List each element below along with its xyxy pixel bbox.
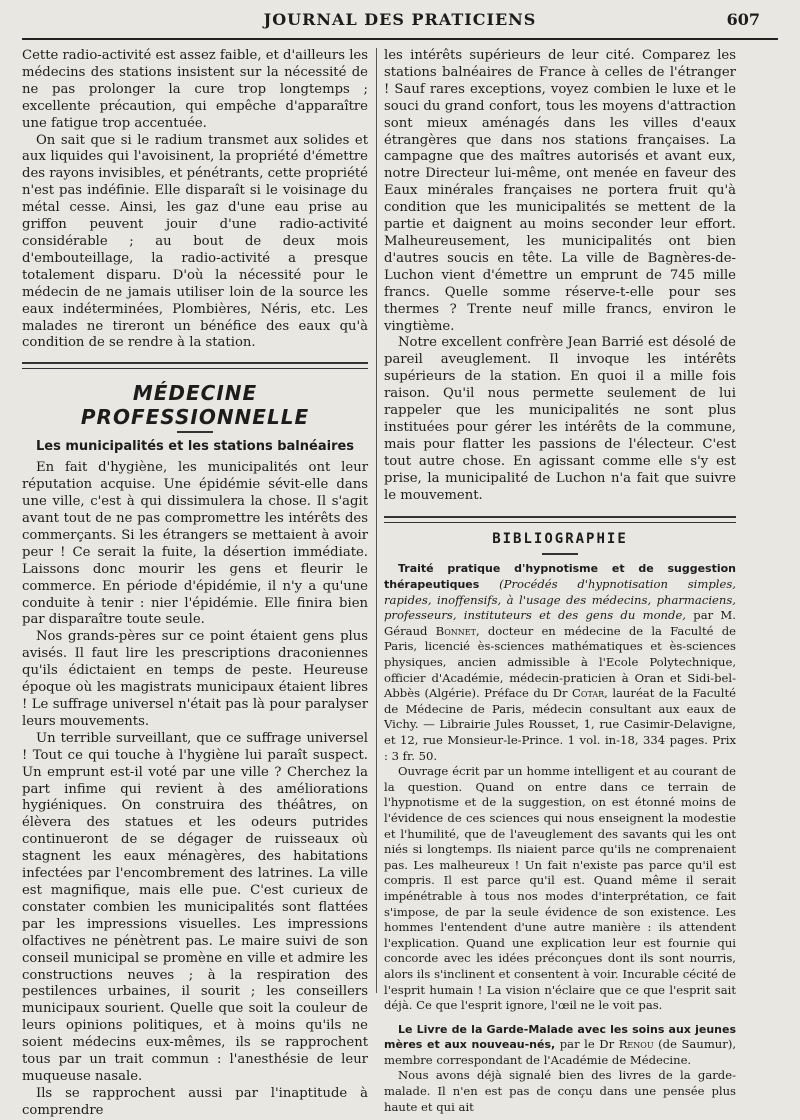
book-details: , docteur en médecine de la Faculté de Paris, licencié ès-sciences mathématiques et ès-sciences physiques, ancien admissible à l'Ecole Polytechnique, officier d'Académie, médecin-praticien à Oran et Sidi-bel-Abbès (Algérie). Préface du Dr: [384, 623, 736, 701]
bibliography-section: [384, 516, 736, 1115]
page-header: [22, 10, 778, 32]
section-title: MÉDECINE PROFESSIONNELLE: [80, 381, 310, 430]
section-rule: [22, 362, 368, 369]
book-by: par le Dr: [559, 1037, 615, 1052]
section-rule: [384, 516, 736, 523]
book-author: Renou: [618, 1037, 654, 1052]
page-number: 607: [726, 10, 760, 29]
book-by: par M. Géraud: [384, 608, 736, 638]
book-author: Bonnet: [435, 623, 476, 638]
paragraph: Ils se rapprochent aussi par l'inaptitude à comprendre: [22, 1085, 368, 1118]
right-column: [384, 48, 737, 1114]
left-column: [22, 48, 368, 1118]
paragraph: Nos grands-pères sur ce point étaient gens plus avisés. Il faut lire les prescriptions draconiennes qu'ils édictaient en temps de peste. Heureuse époque où les magistrats municipaux étaient libres ! Le suffrage universel n'était pas là pour paralyser leurs mouvements.: [22, 629, 368, 729]
book-details: (de Saumur), membre correspondant de l'Académie de Médecine.: [384, 1037, 737, 1067]
bibliography-title: BIBLIOGRAPHIE: [492, 531, 628, 548]
book-title: Traité pratique d'hypnotisme et de suggestion thérapeutiques: [384, 562, 736, 592]
review-text: Nous avons déjà signalé bien des livres de la garde-malade. Il n'en est pas de conçu dans une pensée plus haute et qui ait: [384, 1068, 736, 1114]
paragraph: Un terrible surveillant, que ce suffrage universel ! Tout ce qui touche à l'hygiène lui paraît suspect. Un emprunt est-il voté par une ville ? Cherchez la part infime qui revient à des améliorations hygiéniques. On construira des théâtres, on élèvera des statues et les odeurs putrides continueront de se dégager de ruisseaux où stagnent les eaux ménagères, des habitations infectées par l'encombrement des latrines. La ville est magnifique, mais elle pue. C'est curieux de constater combien les municipalités sont flattées par les impressions visuelles. Les impressions olfactives ne pénètrent pas. Le maire suivi de son conseil municipal se promène en ville et admire les constructions neuves ; à la respiration des pestilences urbaines, il sourit ; les conseillers municipaux sourient. Quelle que soit la couleur de leurs opinions politiques, et à moins qu'ils ne soient médecins eux-mêmes, ils se rapprochent tous par un trait commun : l'anesthésie de leur muqueuse nasale.: [22, 730, 368, 1084]
book-publication: , lauréat de la Faculté de Médecine de Paris, médecin consultant aux eaux de Vichy. — Librairie Jules Rousset, 1, rue Casimir-Delavigne, et 12, rue Monsieur-le-Prince. 1 vol. in-18, 334 pages. Prix : 3 fr. 50.: [384, 686, 737, 763]
book-title: Le Livre de la Garde-Malade avec les soins aux jeunes mères et aux nouveau-nés,: [384, 1022, 736, 1052]
bibliography-entry: [384, 1022, 736, 1069]
article-subtitle: Les municipalités et les stations balnéaires: [35, 439, 355, 455]
book-subtitle: (Procédés d'hypnotisation simples, rapides, inoffensifs, à l'usage des médecins, pharmaciens, professeurs, instituteurs et des gens du monde,: [384, 577, 736, 623]
paragraph: Cette radio-activité est assez faible, et d'ailleurs les médecins des stations insistent sur la nécessité de ne pas prolonger la cure trop longtemps ; excellente précaution, qui empêche d'apparaître une fatigue trop accentuée.: [22, 48, 368, 131]
journal-title: JOURNAL DES PRATICIENS: [263, 10, 537, 29]
paragraph: En fait d'hygiène, les municipalités ont leur réputation acquise. Une épidémie sévit-elle dans une ville, c'est à qui dissimulera la chose. Il s'agit avant tout de ne pas compromettre les intérêts des commerçants. Si les étrangers se mettaient à avoir peur ! Ce serait la fuite, la désertion immédiate. Laissons donc mourir les gens et fleurir le commerce. En période d'épidémie, il n'y a qu'une conduite à tenir : nier l'épidémie. Elle finira bien par disparaître toute seule.: [22, 460, 368, 628]
paragraph: les intérêts supérieurs de leur cité. Comparez les stations balnéaires de France à celles de l'étranger ! Sauf rares exceptions, voyez combien le luxe et le souci du grand confort, tous les moyens d'attraction sont mieux aménagés dans les villes d'eaux étrangères que dans nos stations françaises. La campagne que des maîtres autorisés et avant eux, notre Directeur lui-même, ont menée en faveur des Eaux minérales françaises ne portera fruit qu'à condition que les municipalités se mettent de la partie et daignent au moins seconder leur effort. Malheureusement, les municipalités ont bien d'autres soucis en tête. La ville de Bagnères-de-Luchon vient d'émettre un emprunt de 745 mille francs. Quelle somme réserve-t-elle pour ses thermes ? Trente neuf mille francs, environ le vingtième.: [384, 48, 736, 334]
paragraph: On sait que si le radium transmet aux solides et aux liquides qui l'avoisinent, la propriété d'émettre des rayons invisibles, et pénétrants, cette propriété n'est pas indéfinie. Elle disparaît si le voisinage du métal cesse. Ainsi, les gaz d'une eau prise au griffon peuvent jouir d'une radio-activité considérable ; au bout de deux mois d'embouteillage, la radio-activité a presque totalement disparu. D'où la nécessité pour le médecin de ne jamais utiliser loin de la source les eaux indéterminées, Plombières, Néris, etc. Les malades ne tireront un bénéfice des eaux qu'à condition de se rendre à la station.: [22, 132, 368, 351]
review-text: Ouvrage écrit par un homme intelligent et au courant de la question. Quand on entre dans ce terrain de l'hypnotisme et de la suggestion, on est étonné moins de l'évidence de ces sciences qui nous enseignent la modestie et l'humilité, que de l'aveuglement des savants qui les ont niés si longtemps. Ils niaient parce qu'ils ne comprenaient pas. Les malheureux ! Un fait n'existe pas parce qu'il est compris. Il est parce qu'il est. Quand même il serait impénétrable à tous nos modes d'interprétation, ce fait s'impose, de par la seule évidence de son existence. Les hommes l'entendent d'une autre manière : ils attendent l'explication. Quand une explication leur est fournie qui concorde avec les idées préconçues dont ils sont nourris, alors ils s'inclinent et consentent à voir. Incurable cécité de l'esprit humain ! La vision n'éclaire que ce que l'esprit sait déjà. Ce que l'esprit ignore, l'œil ne le voit pas.: [384, 764, 736, 1013]
header-rule: [22, 38, 778, 40]
column-divider: [376, 48, 377, 993]
book-preface-author: Cotar: [572, 686, 605, 701]
paragraph: Notre excellent confrère Jean Barrié est désolé de pareil aveuglement. Il invoque les intérêts supérieurs de la station. En quoi il a mille fois raison. Qu'il nous permette seulement de lui rappeler que les municipalités ne sont plus instituées pour gérer les intérêts de la commune, mais pour flatter les passions de l'électeur. C'est tout autre chose. En agissant comme elle s'y est prise, la municipalité de Luchon n'a fait que suivre le mouvement.: [384, 335, 736, 503]
title-underline: [542, 553, 578, 555]
title-underline: [177, 431, 213, 433]
bibliography-entry: [384, 561, 736, 764]
